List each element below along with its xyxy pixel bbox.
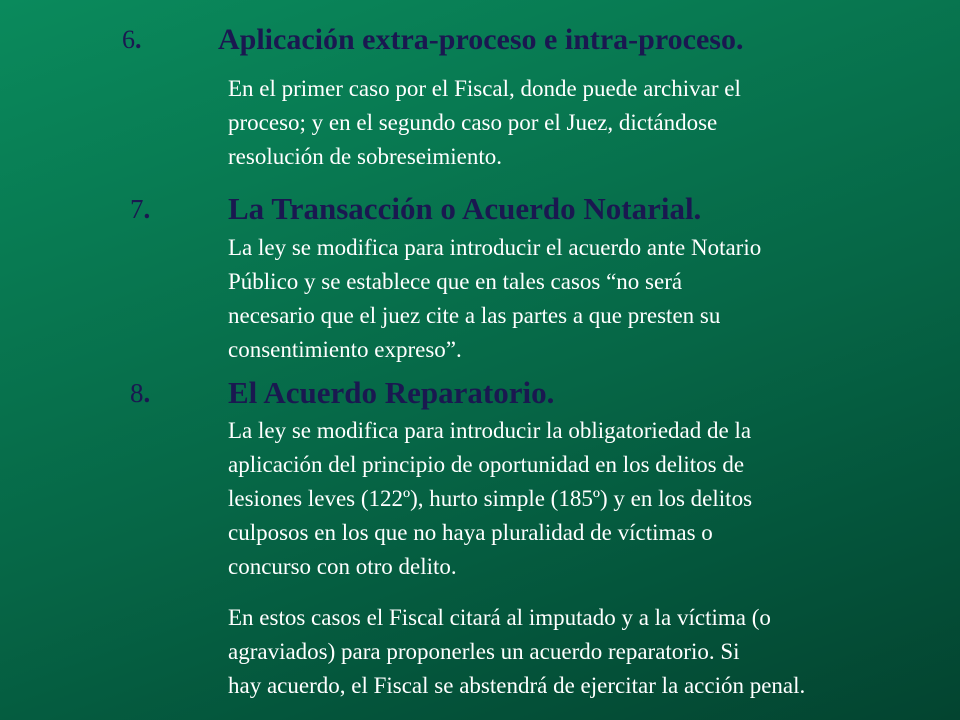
paragraph-line: necesario que el juez cite a las partes a que presten su bbox=[228, 303, 721, 328]
paragraph-line: lesiones leves (122º), hurto simple (185º) y en los delitos bbox=[228, 486, 753, 511]
paragraph-line: agraviados) para proponerles un acuerdo reparatorio. Si bbox=[228, 639, 740, 664]
paragraph-line: culposos en los que no haya pluralidad de víctimas o bbox=[228, 520, 713, 545]
section-6-title: Aplicación extra-proceso e intra-proceso. bbox=[218, 23, 744, 56]
paragraph-line: La ley se modifica para introducir la obligatoriedad de la bbox=[228, 418, 752, 443]
section-7-paragraph bbox=[228, 231, 761, 367]
section-8-paragraph-1 bbox=[228, 414, 752, 584]
section-8-paragraph-2 bbox=[228, 601, 805, 703]
paragraph-line: La ley se modifica para introducir el acuerdo ante Notario bbox=[228, 235, 762, 260]
paragraph-line: concurso con otro delito. bbox=[228, 554, 457, 579]
paragraph-line: resolución de sobreseimiento. bbox=[228, 144, 503, 169]
paragraph-line: aplicación del principio de oportunidad en los delitos de bbox=[228, 452, 745, 477]
section-6-paragraph bbox=[228, 72, 741, 174]
section-8-title: El Acuerdo Reparatorio. bbox=[228, 375, 555, 410]
paragraph-line: En el primer caso por el Fiscal, donde puede archivar el bbox=[228, 76, 741, 101]
paragraph-line: hay acuerdo, el Fiscal se abstendrá de ejercitar la acción penal. bbox=[228, 673, 806, 698]
section-8-number: 8. bbox=[130, 378, 151, 408]
paragraph-line: Público y se establece que en tales casos “no será bbox=[228, 269, 683, 294]
section-6-number: 6. bbox=[122, 25, 142, 54]
section-7-number: 7. bbox=[130, 194, 151, 224]
section-7-title: La Transacción o Acuerdo Notarial. bbox=[228, 191, 702, 226]
paragraph-line: En estos casos el Fiscal citará al imputado y a la víctima (o bbox=[228, 605, 771, 630]
paragraph-line: proceso; y en el segundo caso por el Juez, dictándose bbox=[228, 110, 718, 135]
paragraph-line: consentimiento expreso”. bbox=[228, 337, 462, 362]
